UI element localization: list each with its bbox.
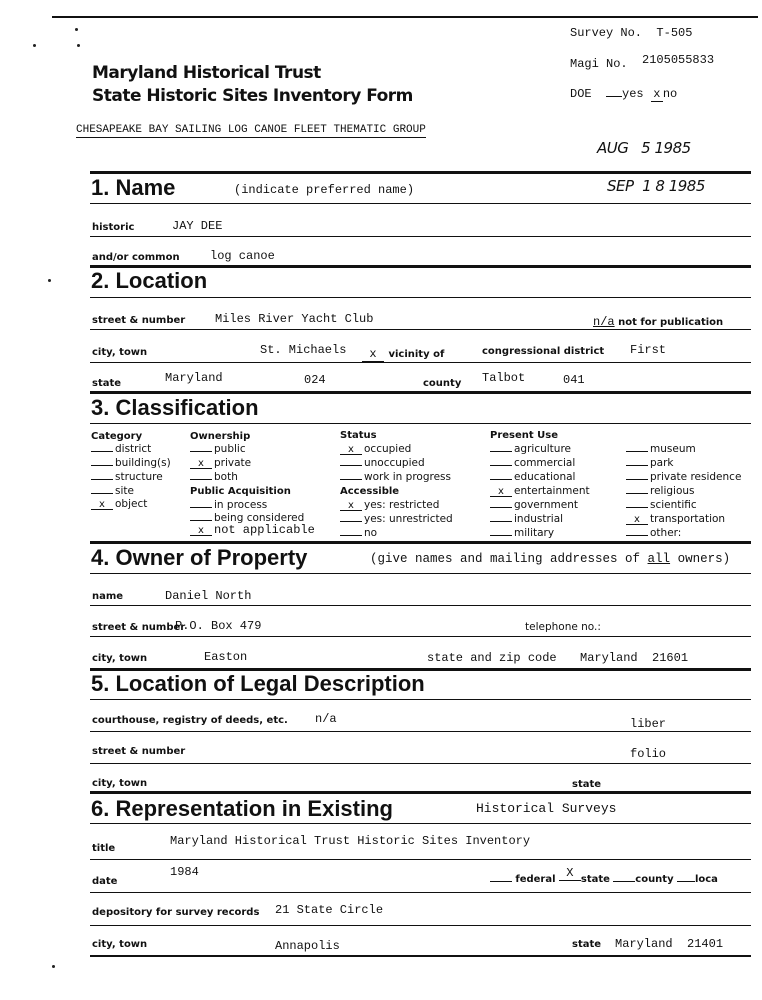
checkbox-label: scientific — [650, 499, 697, 511]
federal-label: federal — [515, 874, 556, 885]
check-mark — [626, 493, 648, 494]
check-mark — [340, 479, 362, 480]
check-mark — [91, 451, 113, 452]
owner-city-label: city, town — [92, 653, 148, 664]
category-site[interactable] — [91, 485, 134, 497]
check-mark — [91, 493, 113, 494]
doe-no-mark: x — [651, 87, 663, 102]
not-for-publication — [593, 312, 723, 330]
check-mark: x — [340, 445, 362, 455]
check-mark — [190, 520, 212, 521]
section1-heading — [91, 175, 175, 201]
liber-label: liber — [630, 717, 667, 731]
owner-city-value: Easton — [204, 650, 248, 664]
state-label: state — [92, 378, 122, 389]
use-religious[interactable] — [626, 485, 695, 497]
telephone-label: telephone no.: — [525, 621, 601, 633]
check-mark — [190, 507, 212, 508]
divider — [90, 859, 751, 860]
check-mark — [190, 451, 212, 452]
note-post: owners) — [670, 552, 731, 566]
check-mark — [626, 465, 648, 466]
section5-title: Location of Legal Description — [115, 671, 425, 696]
common-value: log canoe — [210, 249, 275, 263]
section4-title: Owner of Property — [115, 545, 308, 570]
divider — [90, 636, 751, 637]
checkbox-label: district — [115, 443, 152, 455]
checkbox-label: other: — [650, 527, 682, 539]
category-object[interactable] — [91, 498, 147, 510]
depository-city-value: Annapolis — [275, 939, 340, 953]
use-commercial[interactable] — [490, 457, 575, 469]
survey-title-value: Maryland Historical Trust Historic Sites Inventory — [170, 834, 531, 848]
accessible-no[interactable] — [340, 527, 377, 539]
street-label: street & number — [92, 315, 186, 326]
use-scientific[interactable] — [626, 499, 697, 511]
section6-title-extra: Historical Surveys — [476, 801, 617, 816]
section6-heading — [91, 796, 393, 822]
checkbox-label: government — [514, 499, 579, 511]
level-local-label: loca — [694, 874, 718, 885]
divider — [90, 203, 751, 204]
use-military[interactable] — [490, 527, 554, 539]
check-mark — [340, 535, 362, 536]
checkbox-label: park — [650, 457, 674, 469]
section1-title: Name — [115, 175, 176, 200]
survey-date-label: date — [92, 876, 118, 887]
checkbox-label: industrial — [514, 513, 564, 525]
magi-number — [570, 53, 715, 71]
historic-label: historic — [92, 222, 135, 233]
use-other[interactable] — [626, 527, 681, 539]
accessible-restricted[interactable] — [340, 499, 439, 511]
check-mark — [626, 535, 648, 536]
state-mark: X — [559, 866, 581, 881]
checkbox-label: not applicable — [214, 523, 315, 537]
county-value: Talbot — [482, 371, 526, 385]
speck — [52, 965, 55, 968]
checkbox-label: entertainment — [514, 485, 590, 497]
acquisition-in-process[interactable] — [190, 499, 267, 511]
depository-state-value: Maryland 21401 — [615, 937, 724, 951]
section1-top-rule — [90, 171, 751, 174]
accessible-unrestricted[interactable] — [340, 513, 453, 525]
section5-heading — [91, 671, 425, 697]
legal-street-label: street & number — [92, 746, 186, 757]
check-mark — [91, 465, 113, 466]
use-educational[interactable] — [490, 471, 575, 483]
status-unoccupied[interactable] — [340, 457, 425, 469]
street-value: Miles River Yacht Club — [215, 312, 374, 326]
category-head: Category — [91, 431, 143, 442]
checkbox-label: in process — [214, 499, 268, 511]
use-private-residence[interactable] — [626, 471, 741, 483]
divider — [90, 236, 751, 237]
check-mark — [91, 479, 113, 480]
checkbox-label: agriculture — [514, 443, 571, 455]
category-district[interactable] — [91, 443, 151, 455]
depository-city-label: city, town — [92, 939, 148, 950]
divider — [90, 329, 751, 330]
divider — [90, 297, 751, 298]
city-value: St. Michaels — [260, 343, 347, 357]
check-mark: x — [626, 515, 648, 525]
statezip-label: state and zip code — [427, 651, 557, 665]
courthouse-label: courthouse, registry of deeds, etc. — [92, 715, 288, 726]
section4-top-rule — [90, 541, 751, 544]
section6-number: 6. — [91, 796, 110, 821]
check-mark — [626, 507, 648, 508]
vicinity-field — [362, 344, 444, 362]
depository-state-label: state — [572, 939, 602, 950]
speck — [33, 44, 36, 47]
state-code: 024 — [304, 373, 326, 387]
checkbox-label: yes: unrestricted — [364, 513, 453, 525]
survey-number — [570, 26, 692, 40]
form-title-2: State Historic Sites Inventory Form — [92, 86, 413, 106]
county-label: county — [423, 378, 462, 389]
section3-title: Classification — [115, 395, 259, 420]
section6-title: Representation in Existing — [115, 796, 393, 821]
check-mark — [490, 479, 512, 480]
check-mark — [340, 521, 362, 522]
section6-top-rule — [90, 791, 751, 794]
divider — [90, 573, 751, 574]
checkbox-label: private — [214, 457, 252, 469]
doe-yes: yes — [622, 87, 644, 101]
accessible-head: Accessible — [340, 486, 400, 497]
status-occupied[interactable] — [340, 443, 411, 455]
section4-note — [370, 552, 730, 566]
section4-number: 4. — [91, 545, 110, 570]
district-value: First — [630, 343, 667, 357]
doe-field — [570, 87, 677, 102]
check-mark — [490, 451, 512, 452]
survey-date-value: 1984 — [170, 865, 199, 879]
owner-street-label: street & number — [92, 622, 186, 633]
nfp-mark: n/a — [593, 315, 615, 329]
use-transportation[interactable] — [626, 513, 725, 525]
divider — [90, 362, 751, 363]
vicinity-mark: x — [362, 347, 384, 362]
doe-no: no — [662, 87, 678, 101]
legal-city-label: city, town — [92, 778, 148, 789]
magi-label: Magi No. — [570, 57, 628, 71]
received-stamp: AUG 5 1985 — [597, 139, 691, 157]
note-pre: (give names and mailing addresses of — [370, 552, 648, 566]
note-all: all — [647, 552, 671, 566]
section1-note: (indicate preferred name) — [234, 183, 415, 197]
checkbox-label: private residence — [650, 471, 742, 483]
checkbox-label: object — [115, 498, 148, 510]
depository-label: depository for survey records — [92, 907, 260, 918]
divider — [90, 925, 751, 926]
ownership-both[interactable] — [190, 471, 238, 483]
historic-value: JAY DEE — [172, 219, 223, 233]
check-mark — [340, 465, 362, 466]
speck — [75, 28, 78, 31]
courthouse-value: n/a — [315, 712, 337, 726]
check-mark — [626, 451, 648, 452]
checkbox-label: religious — [650, 485, 695, 497]
owner-name-value: Daniel North — [165, 589, 252, 603]
survey-label: Survey No. — [570, 26, 643, 40]
section2-number: 2. — [91, 268, 110, 293]
survey-title-label: title — [92, 843, 116, 854]
survey-value: T-505 — [656, 26, 693, 40]
folio-label: folio — [630, 747, 667, 761]
category-buildings[interactable] — [91, 457, 171, 469]
divider — [90, 823, 751, 824]
section3-heading — [91, 395, 259, 421]
checkbox-label: being considered — [214, 512, 305, 524]
status-head: Status — [340, 430, 377, 441]
owner-name-label: name — [92, 591, 124, 602]
form-title-1: Maryland Historical Trust — [92, 63, 321, 83]
county-code: 041 — [563, 373, 585, 387]
level-state-label: state — [580, 874, 610, 885]
magi-value: 2105055833 — [642, 53, 715, 67]
check-mark: x — [190, 526, 212, 536]
category-structure[interactable] — [91, 471, 163, 483]
checkbox-label: yes: restricted — [364, 499, 440, 511]
divider — [90, 892, 751, 893]
checkbox-label: site — [115, 485, 134, 497]
section3-number: 3. — [91, 395, 110, 420]
section5-number: 5. — [91, 671, 110, 696]
check-mark: x — [340, 501, 362, 511]
vicinity-label: vicinity of — [388, 349, 445, 360]
bottom-rule — [90, 955, 751, 957]
check-mark: x — [91, 500, 113, 510]
check-mark — [626, 479, 648, 480]
checkbox-label: no — [364, 527, 378, 539]
check-mark — [190, 479, 212, 480]
ownership-private[interactable] — [190, 457, 251, 469]
ownership-head: Ownership — [190, 431, 251, 442]
checkbox-label: both — [214, 471, 238, 483]
nfp-label: not for publication — [618, 317, 724, 328]
section2-title: Location — [115, 268, 208, 293]
checkbox-label: work in progress — [364, 471, 451, 483]
checkbox-label: public — [214, 443, 246, 455]
use-agriculture[interactable] — [490, 443, 571, 455]
district-label: congressional district — [482, 346, 605, 357]
checkbox-label: unoccupied — [364, 457, 425, 469]
checkbox-label: structure — [115, 471, 163, 483]
checkbox-label: educational — [514, 471, 576, 483]
use-head: Present Use — [490, 430, 559, 441]
state-value: Maryland — [165, 371, 223, 385]
check-mark — [490, 507, 512, 508]
checkbox-label: occupied — [364, 443, 412, 455]
entered-stamp: SEP 1 8 1985 — [607, 177, 705, 195]
section1-number: 1. — [91, 175, 110, 200]
doe-label: DOE — [570, 87, 592, 101]
owner-street-value: P.O. Box 479 — [175, 619, 262, 633]
use-park[interactable] — [626, 457, 674, 469]
checkbox-label: military — [514, 527, 555, 539]
acquisition-head: Public Acquisition — [190, 486, 291, 497]
thematic-group: CHESAPEAKE BAY SAILING LOG CANOE FLEET THEMATIC GROUP — [76, 124, 426, 136]
acquisition-not-applicable[interactable] — [190, 523, 315, 537]
depository-value: 21 State Circle — [275, 903, 384, 917]
section4-heading — [91, 545, 307, 571]
status-work-in-progress[interactable] — [340, 471, 451, 483]
section3-top-rule — [90, 391, 751, 394]
divider — [90, 605, 751, 606]
use-government[interactable] — [490, 499, 578, 511]
checkbox-label: transportation — [650, 513, 726, 525]
checkbox-label: building(s) — [115, 457, 171, 469]
checkbox-label: museum — [650, 443, 696, 455]
check-mark — [490, 535, 512, 536]
city-label: city, town — [92, 347, 148, 358]
check-mark — [490, 521, 512, 522]
common-label: and/or common — [92, 252, 180, 263]
legal-state-label: state — [572, 779, 602, 790]
ownership-public[interactable] — [190, 443, 246, 455]
check-mark: x — [190, 459, 212, 469]
level-county-label: county — [635, 874, 674, 885]
divider — [90, 699, 751, 700]
divider — [90, 731, 751, 732]
use-museum[interactable] — [626, 443, 696, 455]
speck — [77, 44, 80, 47]
check-mark: x — [490, 487, 512, 497]
check-mark — [490, 465, 512, 466]
section2-heading — [91, 268, 207, 294]
speck — [48, 279, 51, 282]
statezip-value: Maryland 21601 — [580, 651, 689, 665]
use-industrial[interactable] — [490, 513, 563, 525]
checkbox-label: commercial — [514, 457, 576, 469]
divider — [90, 763, 751, 764]
divider — [90, 423, 751, 424]
top-border — [52, 16, 758, 18]
survey-level — [490, 866, 718, 885]
use-entertainment[interactable] — [490, 485, 590, 497]
